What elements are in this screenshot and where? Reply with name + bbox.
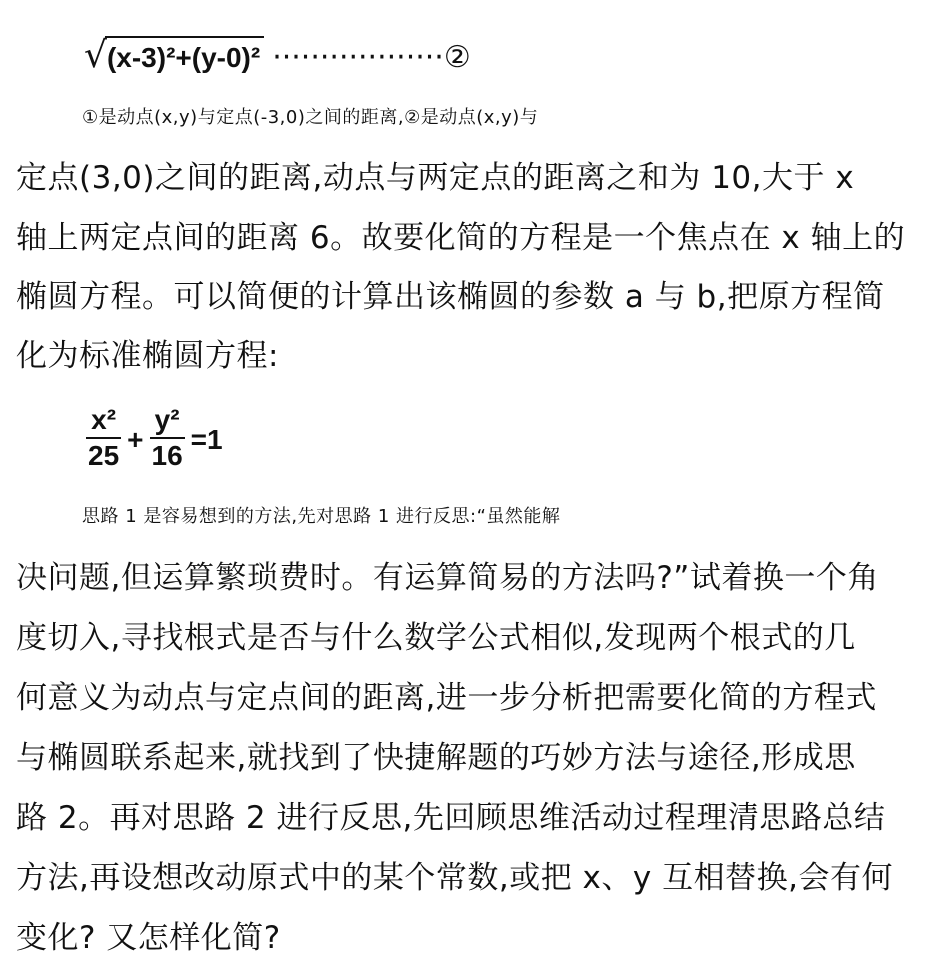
fraction-y-numerator: y² (154, 404, 180, 435)
paragraph1-line-4: 椭圆方程。可以简便的计算出该椭圆的参数 a 与 b,把原方程简 (16, 279, 885, 315)
ellipse-equation (84, 402, 227, 474)
radical-formula-line (84, 34, 471, 80)
paragraph2-line-3: 度切入,寻找根式是否与什么数学公式相似,发现两个根式的几 (16, 620, 856, 656)
paragraph2-line-8: 变化? 又怎样化简? (16, 920, 281, 956)
paragraph2-line-7: 方法,再设想改动原式中的某个常数,或把 x、y 互相替换,会有何 (16, 860, 893, 896)
paragraph1-line-5: 化为标准椭圆方程: (16, 338, 279, 374)
leader-dots: ·················· (272, 39, 444, 75)
radicand: (x-3)²+(y-0)² (105, 36, 264, 78)
fraction-x (86, 405, 121, 471)
fraction-y-denominator: 16 (150, 437, 185, 471)
paragraph1-line-3: 轴上两定点间的距离 6。故要化简的方程是一个焦点在 x 轴上的 (16, 220, 906, 256)
fraction-x-denominator: 25 (86, 437, 121, 471)
equation-rhs: =1 (190, 424, 223, 455)
paragraph2-line-5: 与椭圆联系起来,就找到了快捷解题的巧妙方法与途径,形成思 (16, 740, 856, 776)
radical-sign-icon: √ (84, 35, 107, 76)
square-root-expression (84, 36, 264, 78)
fraction-y (150, 405, 185, 471)
paragraph2-line-2: 决问题,但运算繁琐费时。有运算简易的方法吗?”试着换一个角 (16, 560, 879, 596)
paragraph2-line-4: 何意义为动点与定点间的距离,进一步分析把需要化简的方程式 (16, 680, 877, 716)
paragraph2-line-1: 思路 1 是容易想到的方法,先对思路 1 进行反思:“虽然能解 (82, 506, 561, 527)
paragraph1-line-1: ①是动点(x,y)与定点(-3,0)之间的距离,②是动点(x,y)与 (82, 107, 539, 128)
plus-sign: + (127, 424, 144, 455)
paragraph1-line-2: 定点(3,0)之间的距离,动点与两定点的距离之和为 10,大于 x (16, 160, 855, 196)
fraction-x-numerator: x² (91, 404, 117, 435)
paragraph2-line-6: 路 2。再对思路 2 进行反思,先回顾思维活动过程理清思路总结 (16, 800, 886, 836)
formula-marker: ② (443, 39, 471, 75)
